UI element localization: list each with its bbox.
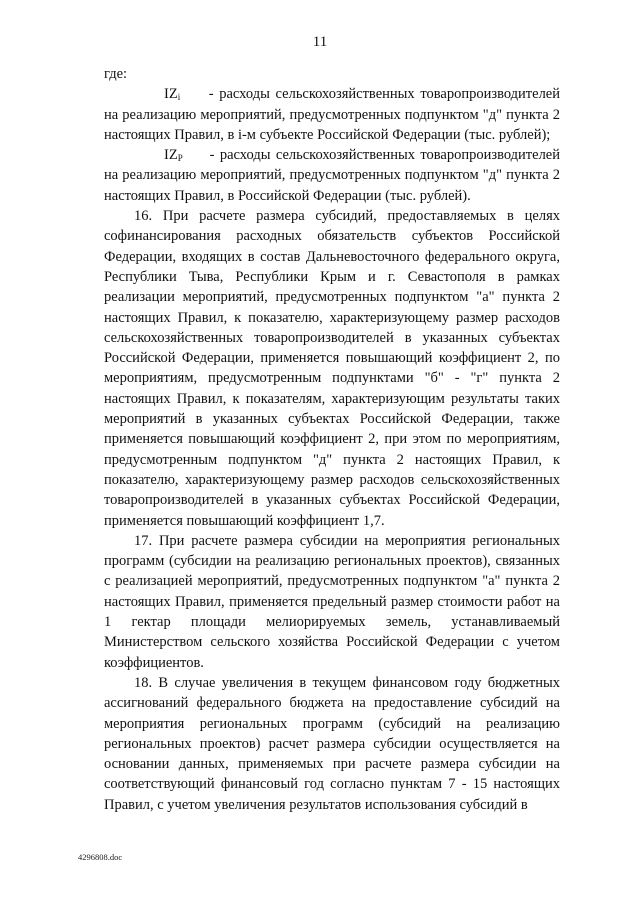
page-number: 11 xyxy=(312,34,328,50)
file-name-footer: 4296808.doc xyxy=(78,852,123,862)
definition-text: - расходы сельскохозяйственных товаропроизводителей на реализацию мероприятий, предусмотренных подпунктом "д" пункта 2 настоящих Правил, в i-м субъекте Российской Федерации (тыс. рублей); xyxy=(104,86,561,143)
where-label: где: xyxy=(104,66,128,82)
symbol-base: IZ xyxy=(164,86,178,103)
symbol-base: IZ xyxy=(164,147,178,164)
definition-text: - расходы сельскохозяйственных товаропроизводителей на реализацию мероприятий, предусмотренных подпунктом "д" пункта 2 настоящих Правил, в Российской Федерации (тыс. рублей). xyxy=(104,147,561,204)
symbol-subscript: P xyxy=(177,153,183,164)
symbol-iz-p xyxy=(134,145,183,165)
paragraph-17: 17. При расчете размера субсидии на мероприятия региональных программ (субсидии на реализацию региональных проектов), связанных с реализацией мероприятий, предусмотренных подпунктом "а" пункта 2 настоящих Правил, применяется предельный размер стоимости работ на 1 гектар площади мелиорируемых земель, устанавливаемый Министерством сельского хозяйства Российской Федерации с учетом коэффициентов. xyxy=(104,532,560,671)
definition-iz-i xyxy=(104,84,560,145)
paragraph-18: 18. В случае увеличения в текущем финансовом году бюджетных ассигнований федерального бюджета на предоставление субсидий на мероприятия региональных программ (субсидий на реализацию региональных проектов) расчет размера субсидии осуществляется на основании данных, применяемых при расчете размера субсидии на соответствующий финансовый год согласно пунктам 7 - 15 настоящих Правил, с учетом увеличения результатов использования субсидий в xyxy=(104,674,560,813)
definition-iz-p xyxy=(104,145,560,206)
symbol-iz-i xyxy=(134,84,180,104)
symbol-subscript: i xyxy=(177,92,181,103)
paragraph-16: 16. При расчете размера субсидий, предоставляемых в целях софинансирования расходных обязательств субъектов Российской Федерации, входящих в состав Дальневосточного федерального округа, Республики Тыва, Республики Крым и г. Севастополя в рамках реализации мероприятий, предусмотренных подпунктом "а" пункта 2 настоящих Правил, к показателю, характеризующему размер расходов сельскохозяйственных товаропроизводителей в указанных субъектах Российской Федерации, применяется повышающий коэффициент 2, по мероприятиям, предусмотренным подпунктами "б" - "г" пункта 2 настоящих Правил, к показателям, характеризующим результаты таких мероприятий в указанных субъектах Российской Федерации, также применяется повышающий коэффициент 2, при этом по мероприятиям, предусмотренным подпунктом "д" пункта 2 настоящих Правил, к показателю, характеризующему размер расходов сельскохозяйственных товаропроизводителей в указанных субъектах Российской Федерации, применяется повышающий коэффициент 1,7. xyxy=(104,208,560,529)
document-body xyxy=(104,64,560,815)
